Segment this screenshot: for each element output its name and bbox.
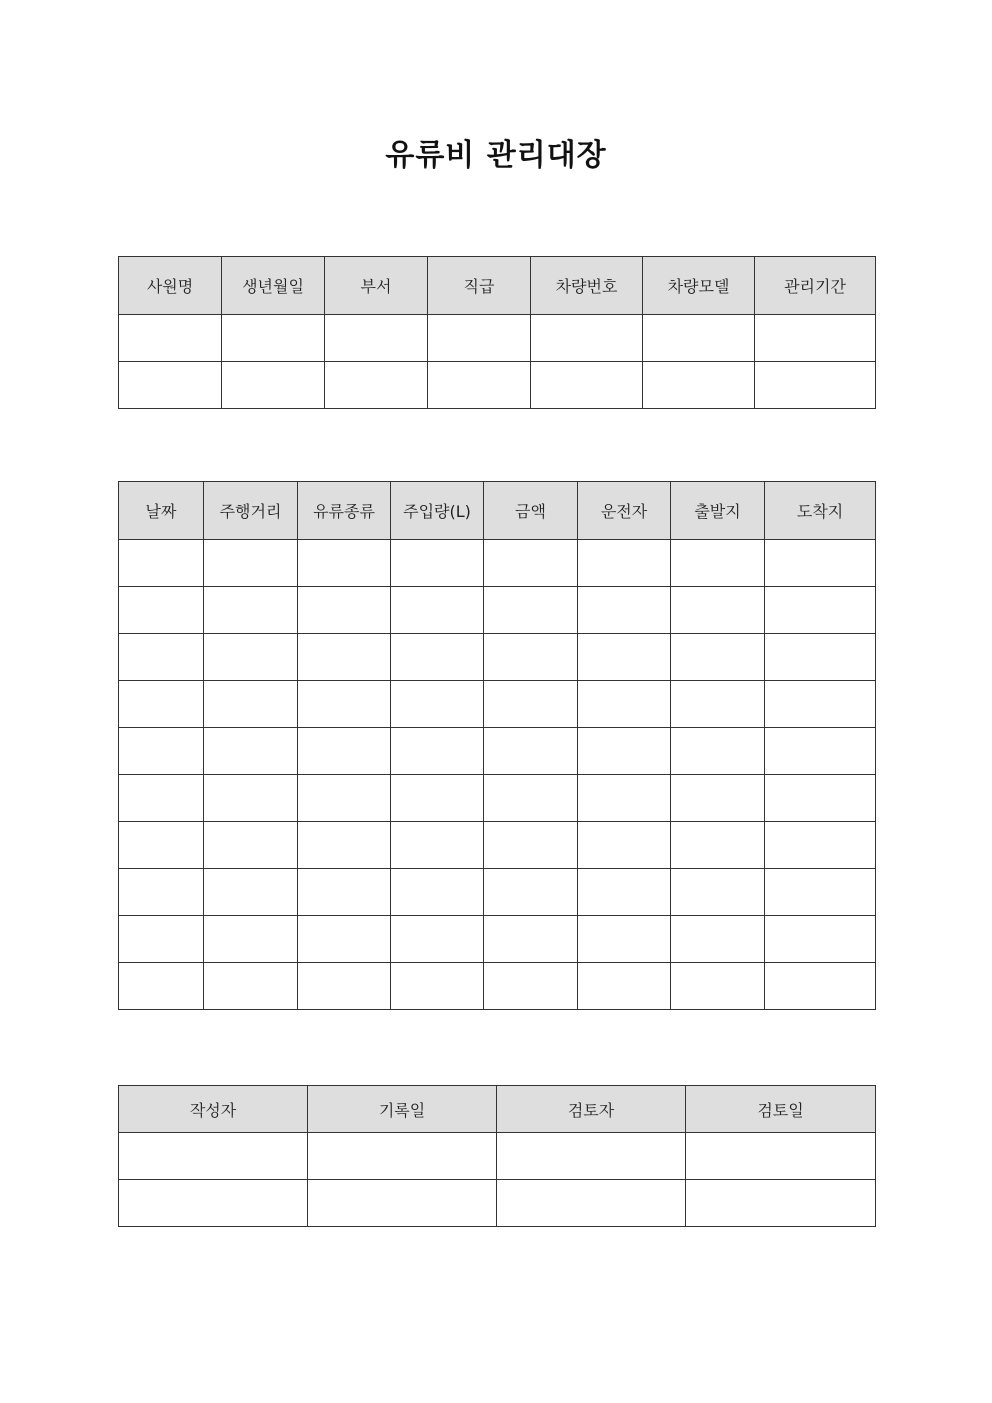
table-cell[interactable]	[671, 540, 765, 587]
table-cell[interactable]	[686, 1133, 876, 1180]
table-cell[interactable]	[686, 1180, 876, 1227]
table-cell[interactable]	[204, 963, 298, 1010]
table-row	[119, 963, 876, 1010]
table-cell[interactable]	[204, 634, 298, 681]
table-cell[interactable]	[755, 315, 876, 362]
table-cell[interactable]	[298, 869, 391, 916]
column-header: 출발지	[671, 482, 765, 540]
table-row	[119, 315, 876, 362]
column-header: 금액	[484, 482, 578, 540]
table-row	[119, 822, 876, 869]
column-header: 주행거리	[204, 482, 298, 540]
table-cell[interactable]	[391, 681, 484, 728]
table-cell[interactable]	[119, 587, 204, 634]
table-cell[interactable]	[204, 681, 298, 728]
table-cell[interactable]	[391, 587, 484, 634]
column-header: 검토자	[497, 1086, 686, 1133]
column-header: 도착지	[765, 482, 876, 540]
table-cell[interactable]	[391, 540, 484, 587]
table-row	[119, 728, 876, 775]
table-cell[interactable]	[119, 869, 204, 916]
table-cell[interactable]	[578, 634, 671, 681]
table-cell[interactable]	[484, 822, 578, 869]
table-cell[interactable]	[484, 869, 578, 916]
table-cell[interactable]	[119, 775, 204, 822]
table-cell[interactable]	[765, 634, 876, 681]
table-cell[interactable]	[765, 728, 876, 775]
table-cell[interactable]	[298, 540, 391, 587]
table-cell[interactable]	[204, 540, 298, 587]
table-cell[interactable]	[119, 540, 204, 587]
column-header: 검토일	[686, 1086, 876, 1133]
table-cell[interactable]	[578, 681, 671, 728]
table-cell[interactable]	[484, 916, 578, 963]
table-cell[interactable]	[643, 315, 755, 362]
table-cell[interactable]	[298, 775, 391, 822]
column-header: 차량모델	[643, 257, 755, 315]
table-cell[interactable]	[428, 315, 531, 362]
table-row	[119, 634, 876, 681]
table-cell[interactable]	[671, 963, 765, 1010]
table-cell[interactable]	[578, 963, 671, 1010]
table-cell[interactable]	[391, 963, 484, 1010]
table-cell[interactable]	[484, 775, 578, 822]
table-cell[interactable]	[765, 775, 876, 822]
table-cell[interactable]	[578, 540, 671, 587]
table-cell[interactable]	[391, 916, 484, 963]
table-cell[interactable]	[119, 728, 204, 775]
table-cell[interactable]	[325, 315, 428, 362]
table-cell[interactable]	[204, 822, 298, 869]
table-row	[119, 869, 876, 916]
table-cell[interactable]	[671, 822, 765, 869]
table-cell[interactable]	[119, 822, 204, 869]
table-cell[interactable]	[765, 822, 876, 869]
table-cell[interactable]	[298, 963, 391, 1010]
table-cell[interactable]	[119, 1133, 308, 1180]
table-cell[interactable]	[755, 362, 876, 409]
table-row	[119, 1133, 876, 1180]
table-cell[interactable]	[578, 775, 671, 822]
table-cell[interactable]	[222, 362, 325, 409]
column-header: 사원명	[119, 257, 222, 315]
column-header: 기록일	[308, 1086, 497, 1133]
table-cell[interactable]	[298, 822, 391, 869]
approval-table	[118, 1085, 876, 1227]
table-cell[interactable]	[765, 963, 876, 1010]
table-cell[interactable]	[119, 681, 204, 728]
table-cell[interactable]	[671, 728, 765, 775]
table-cell[interactable]	[578, 728, 671, 775]
table-cell[interactable]	[204, 775, 298, 822]
table-cell[interactable]	[765, 869, 876, 916]
table-cell[interactable]	[391, 634, 484, 681]
header-row	[119, 482, 876, 540]
employee-info-table	[118, 256, 876, 409]
table-cell[interactable]	[484, 681, 578, 728]
table-cell[interactable]	[308, 1180, 497, 1227]
table-cell[interactable]	[119, 362, 222, 409]
table-cell[interactable]	[671, 634, 765, 681]
table-cell[interactable]	[484, 587, 578, 634]
table-cell[interactable]	[671, 869, 765, 916]
table-cell[interactable]	[222, 315, 325, 362]
table-cell[interactable]	[204, 916, 298, 963]
table-cell[interactable]	[308, 1133, 497, 1180]
table-cell[interactable]	[531, 362, 643, 409]
table-cell[interactable]	[298, 681, 391, 728]
fuel-log-table	[118, 481, 876, 1010]
table-cell[interactable]	[671, 775, 765, 822]
column-header: 유류종류	[298, 482, 391, 540]
table-cell[interactable]	[531, 315, 643, 362]
table-cell[interactable]	[484, 634, 578, 681]
table-cell[interactable]	[578, 587, 671, 634]
table-cell[interactable]	[578, 916, 671, 963]
column-header: 생년월일	[222, 257, 325, 315]
table-cell[interactable]	[497, 1133, 686, 1180]
column-header: 부서	[325, 257, 428, 315]
table-cell[interactable]	[204, 587, 298, 634]
table-cell[interactable]	[391, 869, 484, 916]
table-cell[interactable]	[119, 916, 204, 963]
column-header: 날짜	[119, 482, 204, 540]
table-cell[interactable]	[119, 315, 222, 362]
table-cell[interactable]	[391, 822, 484, 869]
table-cell[interactable]	[671, 587, 765, 634]
header-row	[119, 1086, 876, 1133]
table-cell[interactable]	[671, 916, 765, 963]
table-cell[interactable]	[325, 362, 428, 409]
table-cell[interactable]	[497, 1180, 686, 1227]
table-row	[119, 362, 876, 409]
table-cell[interactable]	[643, 362, 755, 409]
table-row	[119, 775, 876, 822]
column-header: 작성자	[119, 1086, 308, 1133]
table-cell[interactable]	[484, 963, 578, 1010]
table-cell[interactable]	[484, 540, 578, 587]
table-cell[interactable]	[298, 728, 391, 775]
table-row	[119, 916, 876, 963]
table-cell[interactable]	[119, 963, 204, 1010]
table-cell[interactable]	[204, 869, 298, 916]
column-header: 관리기간	[755, 257, 876, 315]
table-cell[interactable]	[765, 587, 876, 634]
table-row	[119, 1180, 876, 1227]
table-cell[interactable]	[298, 916, 391, 963]
header-row	[119, 257, 876, 315]
table-cell[interactable]	[578, 869, 671, 916]
column-header: 주입량(L)	[391, 482, 484, 540]
table-cell[interactable]	[391, 728, 484, 775]
table-cell[interactable]	[119, 634, 204, 681]
column-header: 운전자	[578, 482, 671, 540]
table-row	[119, 681, 876, 728]
table-cell[interactable]	[765, 540, 876, 587]
table-cell[interactable]	[391, 775, 484, 822]
table-cell[interactable]	[119, 1180, 308, 1227]
table-cell[interactable]	[298, 634, 391, 681]
table-cell[interactable]	[765, 681, 876, 728]
table-row	[119, 587, 876, 634]
table-cell[interactable]	[765, 916, 876, 963]
table-cell[interactable]	[204, 728, 298, 775]
column-header: 직급	[428, 257, 531, 315]
table-cell[interactable]	[298, 587, 391, 634]
table-cell[interactable]	[578, 822, 671, 869]
table-row	[119, 540, 876, 587]
table-cell[interactable]	[428, 362, 531, 409]
table-cell[interactable]	[671, 681, 765, 728]
table-cell[interactable]	[484, 728, 578, 775]
column-header: 차량번호	[531, 257, 643, 315]
page-title: 유류비 관리대장	[385, 138, 607, 173]
